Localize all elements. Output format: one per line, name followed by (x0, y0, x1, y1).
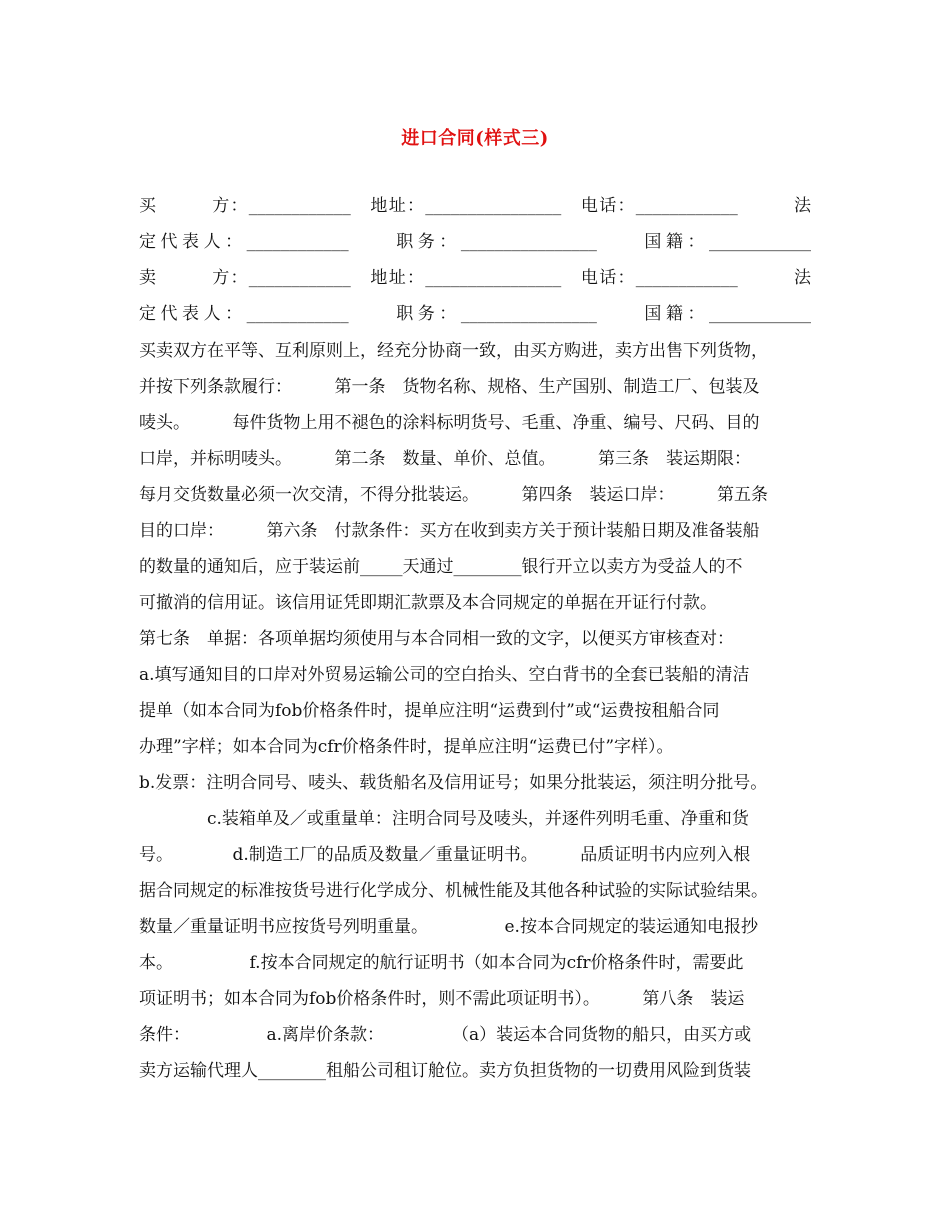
body-line: 买卖双方在平等、互利原则上，经充分协商一致，由买方购进，卖方出售下列货物， (139, 341, 768, 361)
party-line-buyer: 买 方：____________ 地址：________________ 电话：____________ 法 (139, 196, 811, 216)
body-line: 项证明书；如本合同为fob价格条件时，则不需此项证明书）。 第八条 装运 (139, 989, 745, 1009)
body-line: 的数量的通知后，应于装运前_____天通过________银行开立以卖方为受益人的不 (139, 557, 743, 577)
party-line-buyer-rep: 定代表人：____________ 职务：________________ 国籍：____________ (139, 232, 811, 252)
body-line: 数量／重量证明书应按货号列明重量。 e.按本合同规定的装运通知电报抄 (139, 917, 758, 937)
body-line: 办理”字样；如本合同为cfr价格条件时，提单应注明“运费已付”字样）。 (139, 737, 674, 757)
body-line: c.装箱单及／或重量单：注明合同号及唛头，并逐件列明毛重、净重和货 (139, 809, 749, 829)
body-line: 唛头。 每件货物上用不褪色的涂料标明货号、毛重、净重、编号、尺码、目的 (139, 413, 760, 433)
body-line: 并按下列条款履行： 第一条 货物名称、规格、生产国别、制造工厂、包装及 (139, 377, 760, 397)
body-line: 第七条 单据：各项单据均须使用与本合同相一致的文字，以便买方审核查对： (139, 629, 734, 649)
body-line: 目的口岸： 第六条 付款条件：买方在收到卖方关于预计装船日期及准备装船 (139, 521, 760, 541)
body-line: a.填写通知目的口岸对外贸易运输公司的空白抬头、空白背书的全套已装船的清洁 (139, 665, 750, 685)
body-line: 每月交货数量必须一次交清，不得分批装运。 第四条 装运口岸： 第五条 (139, 485, 768, 505)
body-line: 可撤消的信用证。该信用证凭即期汇款票及本合同规定的单据在开证行付款。 (139, 593, 717, 613)
body-line: 口岸，并标明唛头。 第二条 数量、单价、总值。 第三条 装运期限： (139, 449, 751, 469)
body-line: 据合同规定的标准按货号进行化学成分、机械性能及其他各种试验的实际试验结果。 (139, 881, 768, 901)
party-line-seller: 卖 方：____________ 地址：________________ 电话：____________ 法 (139, 268, 811, 288)
party-line-seller-rep: 定代表人：____________ 职务：________________ 国籍：____________ (139, 304, 811, 324)
document-title: 进口合同(样式三) (401, 128, 549, 149)
body-line: b.发票：注明合同号、唛头、载货船名及信用证号；如果分批装运，须注明分批号。 (139, 773, 768, 793)
body-line: 卖方运输代理人________租船公司租订舱位。卖方负担货物的一切费用风险到货装 (139, 1061, 751, 1081)
body-line: 提单（如本合同为fob价格条件时，提单应注明“运费到付”或“运费按租船合同 (139, 701, 720, 721)
body-line: 本。 f.按本合同规定的航行证明书（如本合同为cfr价格条件时，需要此 (139, 953, 744, 973)
body-line: 号。 d.制造工厂的品质及数量／重量证明书。 品质证明书内应列入根 (139, 845, 751, 865)
body-line: 条件： a.离岸价条款： （a）装运本合同货物的船只，由买方或 (139, 1025, 752, 1045)
